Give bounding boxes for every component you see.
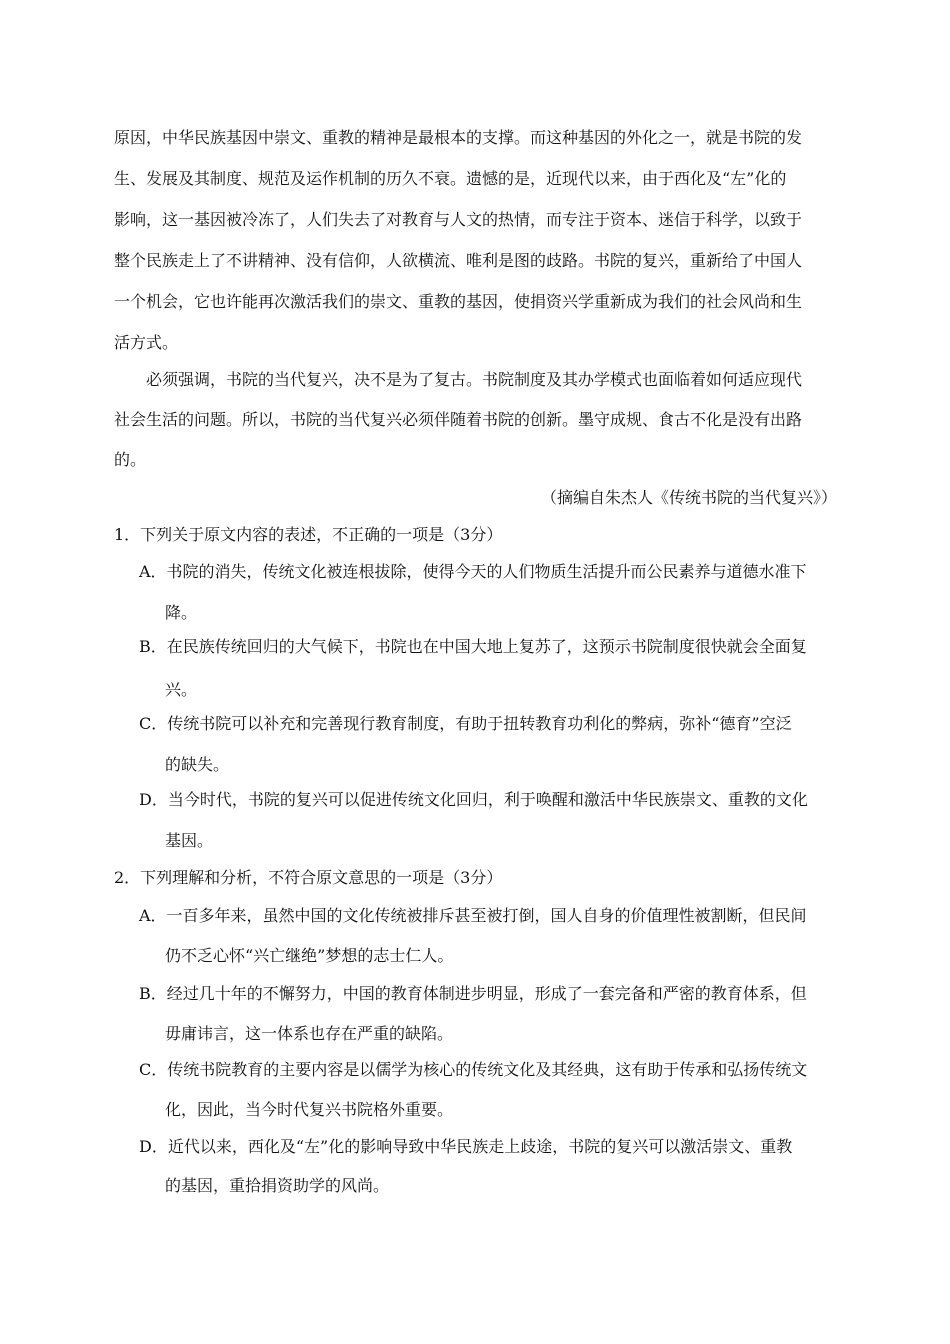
- passage-line: 的。: [114, 450, 147, 469]
- option-c-continuation: 的缺失。: [165, 755, 230, 774]
- option-a-line: A．书院的消失，传统文化被连根拔除，使得今天的人们物质生活提升而公民素养与道德水准下: [139, 562, 807, 581]
- passage-line: 整个民族走上了不讲精神、没有信仰，人欲横流、唯利是图的歧路。书院的复兴，重新给了中国人: [114, 251, 803, 270]
- option-c-line: C．传统书院教育的主要内容是以儒学为核心的传统文化及其经典，这有助于传承和弘扬传统文: [139, 1060, 808, 1079]
- passage-line: 一个机会，它也许能再次激活我们的崇文、重教的基因，使捐资兴学重新成为我们的社会风尚和生: [114, 292, 803, 311]
- option-b-line: B．经过几十年的不懈努力，中国的教育体制进步明显，形成了一套完备和严密的教育体系，但: [139, 984, 807, 1003]
- option-c-line: C．传统书院可以补充和完善现行教育制度，有助于扭转教育功利化的弊病，弥补“德育”空泛: [139, 714, 792, 733]
- question-stem: 1．下列关于原文内容的表述，不正确的一项是（3分）: [114, 525, 503, 544]
- option-d-line: D．近代以来，西化及“左”化的影响导致中华民族走上歧途，书院的复兴可以激活崇文、重教: [139, 1137, 793, 1156]
- option-d-continuation: 的基因，重拾捐资助学的风尚。: [165, 1176, 390, 1195]
- question-stem: 2．下列理解和分析，不符合原文意思的一项是（3分）: [114, 868, 503, 887]
- passage-line: 社会生活的问题。所以，书院的当代复兴必须伴随着书院的创新。墨守成规、食古不化是没有出路: [114, 410, 803, 429]
- option-d-line: D．当今时代，书院的复兴可以促进传统文化回归，利于唤醒和激活中华民族崇文、重教的文化: [139, 790, 808, 809]
- passage-line: 必须强调，书院的当代复兴，决不是为了复古。书院制度及其办学模式也面临着如何适应现代: [146, 370, 803, 389]
- option-c-continuation: 化，因此，当今时代复兴书院格外重要。: [165, 1100, 454, 1119]
- passage-line: 生、发展及其制度、规范及运作机制的历久不衰。遗憾的是，近现代以来，由于西化及“左”化的: [114, 169, 787, 188]
- passage-line: 影响，这一基因被冷冻了，人们失去了对教育与人文的热情，而专注于资本、迷信于科学，以致于: [114, 210, 803, 229]
- passage-line: 原因，中华民族基因中崇文、重教的精神是最根本的支撑。而这种基因的外化之一，就是书院的发: [114, 128, 803, 147]
- passage-source: （摘编自朱杰人《传统书院的当代复兴》）: [540, 488, 837, 507]
- option-b-continuation: 兴。: [165, 680, 198, 699]
- option-a-line: A．一百多年来，虽然中国的文化传统被排斥甚至被打倒，国人自身的价值理性被割断，但民间: [139, 906, 807, 925]
- option-b-line: B．在民族传统回归的大气候下，书院也在中国大地上复苏了，这预示书院制度很快就会全面复: [139, 637, 807, 656]
- option-a-continuation: 降。: [165, 603, 198, 622]
- option-b-continuation: 毋庸讳言，这一体系也存在严重的缺陷。: [165, 1024, 454, 1043]
- passage-line: 活方式。: [114, 333, 179, 352]
- option-d-continuation: 基因。: [165, 831, 214, 850]
- option-a-continuation: 仍不乏心怀“兴亡继绝”梦想的志士仁人。: [165, 946, 454, 965]
